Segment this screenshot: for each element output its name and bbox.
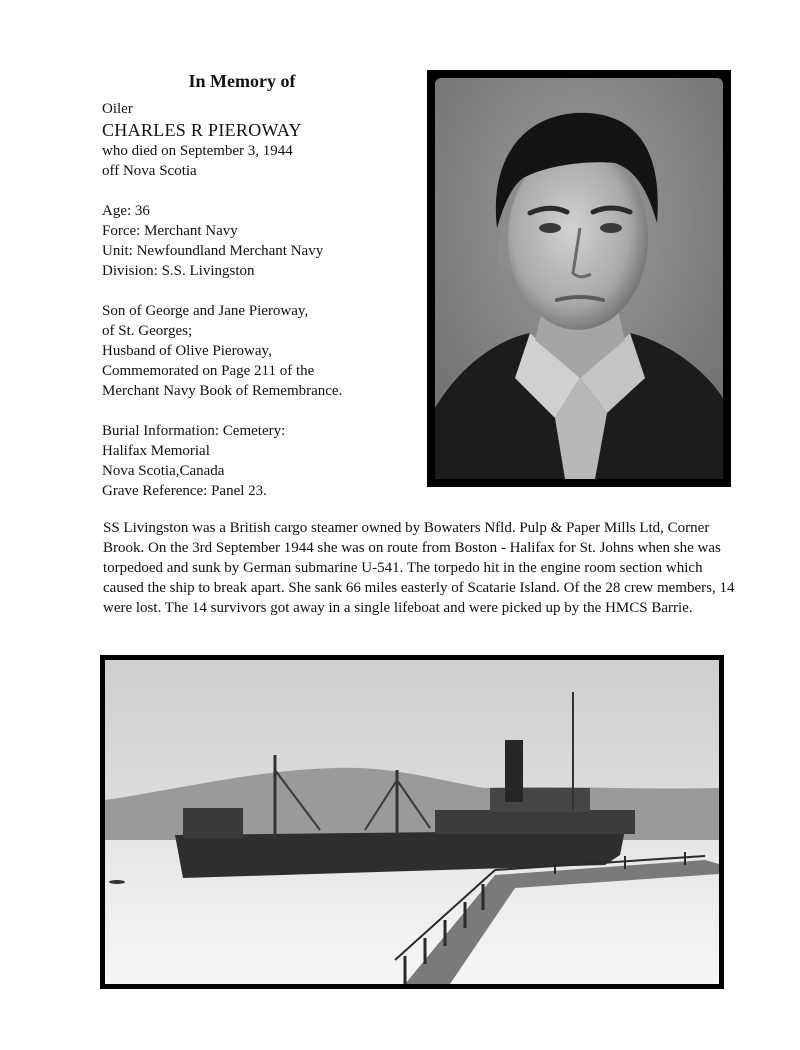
burial-line-3: Nova Scotia,Canada	[102, 463, 225, 479]
unit: Unit: Newfoundland Merchant Navy	[102, 243, 324, 259]
person-name: CHARLES R PIEROWAY	[102, 120, 302, 140]
age: Age: 36	[102, 203, 150, 219]
family-line-5: Merchant Navy Book of Remembrance.	[102, 383, 343, 399]
aft-superstructure	[435, 810, 635, 834]
forward-bridge	[183, 808, 243, 838]
burial-line-2: Halifax Memorial	[102, 443, 210, 459]
page-title: In Memory of	[188, 71, 296, 91]
family-line-2: of St. Georges;	[102, 323, 193, 339]
burial-line-4: Grave Reference: Panel 23.	[102, 483, 267, 499]
eye-left	[539, 223, 561, 233]
death-date: who died on September 3, 1944	[102, 143, 293, 159]
rank: Oiler	[102, 101, 133, 117]
memorial-details	[102, 99, 422, 501]
family-line-4: Commemorated on Page 211 of the	[102, 363, 315, 379]
small-boat	[109, 880, 125, 884]
eye-right	[600, 223, 622, 233]
family-line-3: Husband of Olive Pieroway,	[102, 343, 272, 359]
portrait-photo	[427, 70, 731, 487]
portrait-image	[435, 78, 723, 479]
funnel	[505, 740, 523, 802]
ship-history-paragraph: SS Livingston was a British cargo steamer owned by Bowaters Nfld. Pulp & Paper Mills Ltd, Corner Brook. On the 3rd September 1944 she was on route from Boston - Halifax for St. Johns when she was torpedoed and sunk by German submarine U-541. The torpedo hit in the engine room section which caused the ship to break apart. She sank 66 miles easterly of Scatarie Island. Of the 28 crew members, 14 were lost. The 14 survivors got away in a single lifeboat and were picked up by the HMCS Barrie.	[103, 520, 735, 616]
force: Force: Merchant Navy	[102, 223, 238, 239]
division: Division: S.S. Livingston	[102, 263, 255, 279]
death-place: off Nova Scotia	[102, 163, 197, 179]
burial-line-1: Burial Information: Cemetery:	[102, 423, 286, 439]
family-line-1: Son of George and Jane Pieroway,	[102, 303, 309, 319]
ship-photo	[100, 655, 724, 989]
ship-image	[105, 660, 719, 984]
